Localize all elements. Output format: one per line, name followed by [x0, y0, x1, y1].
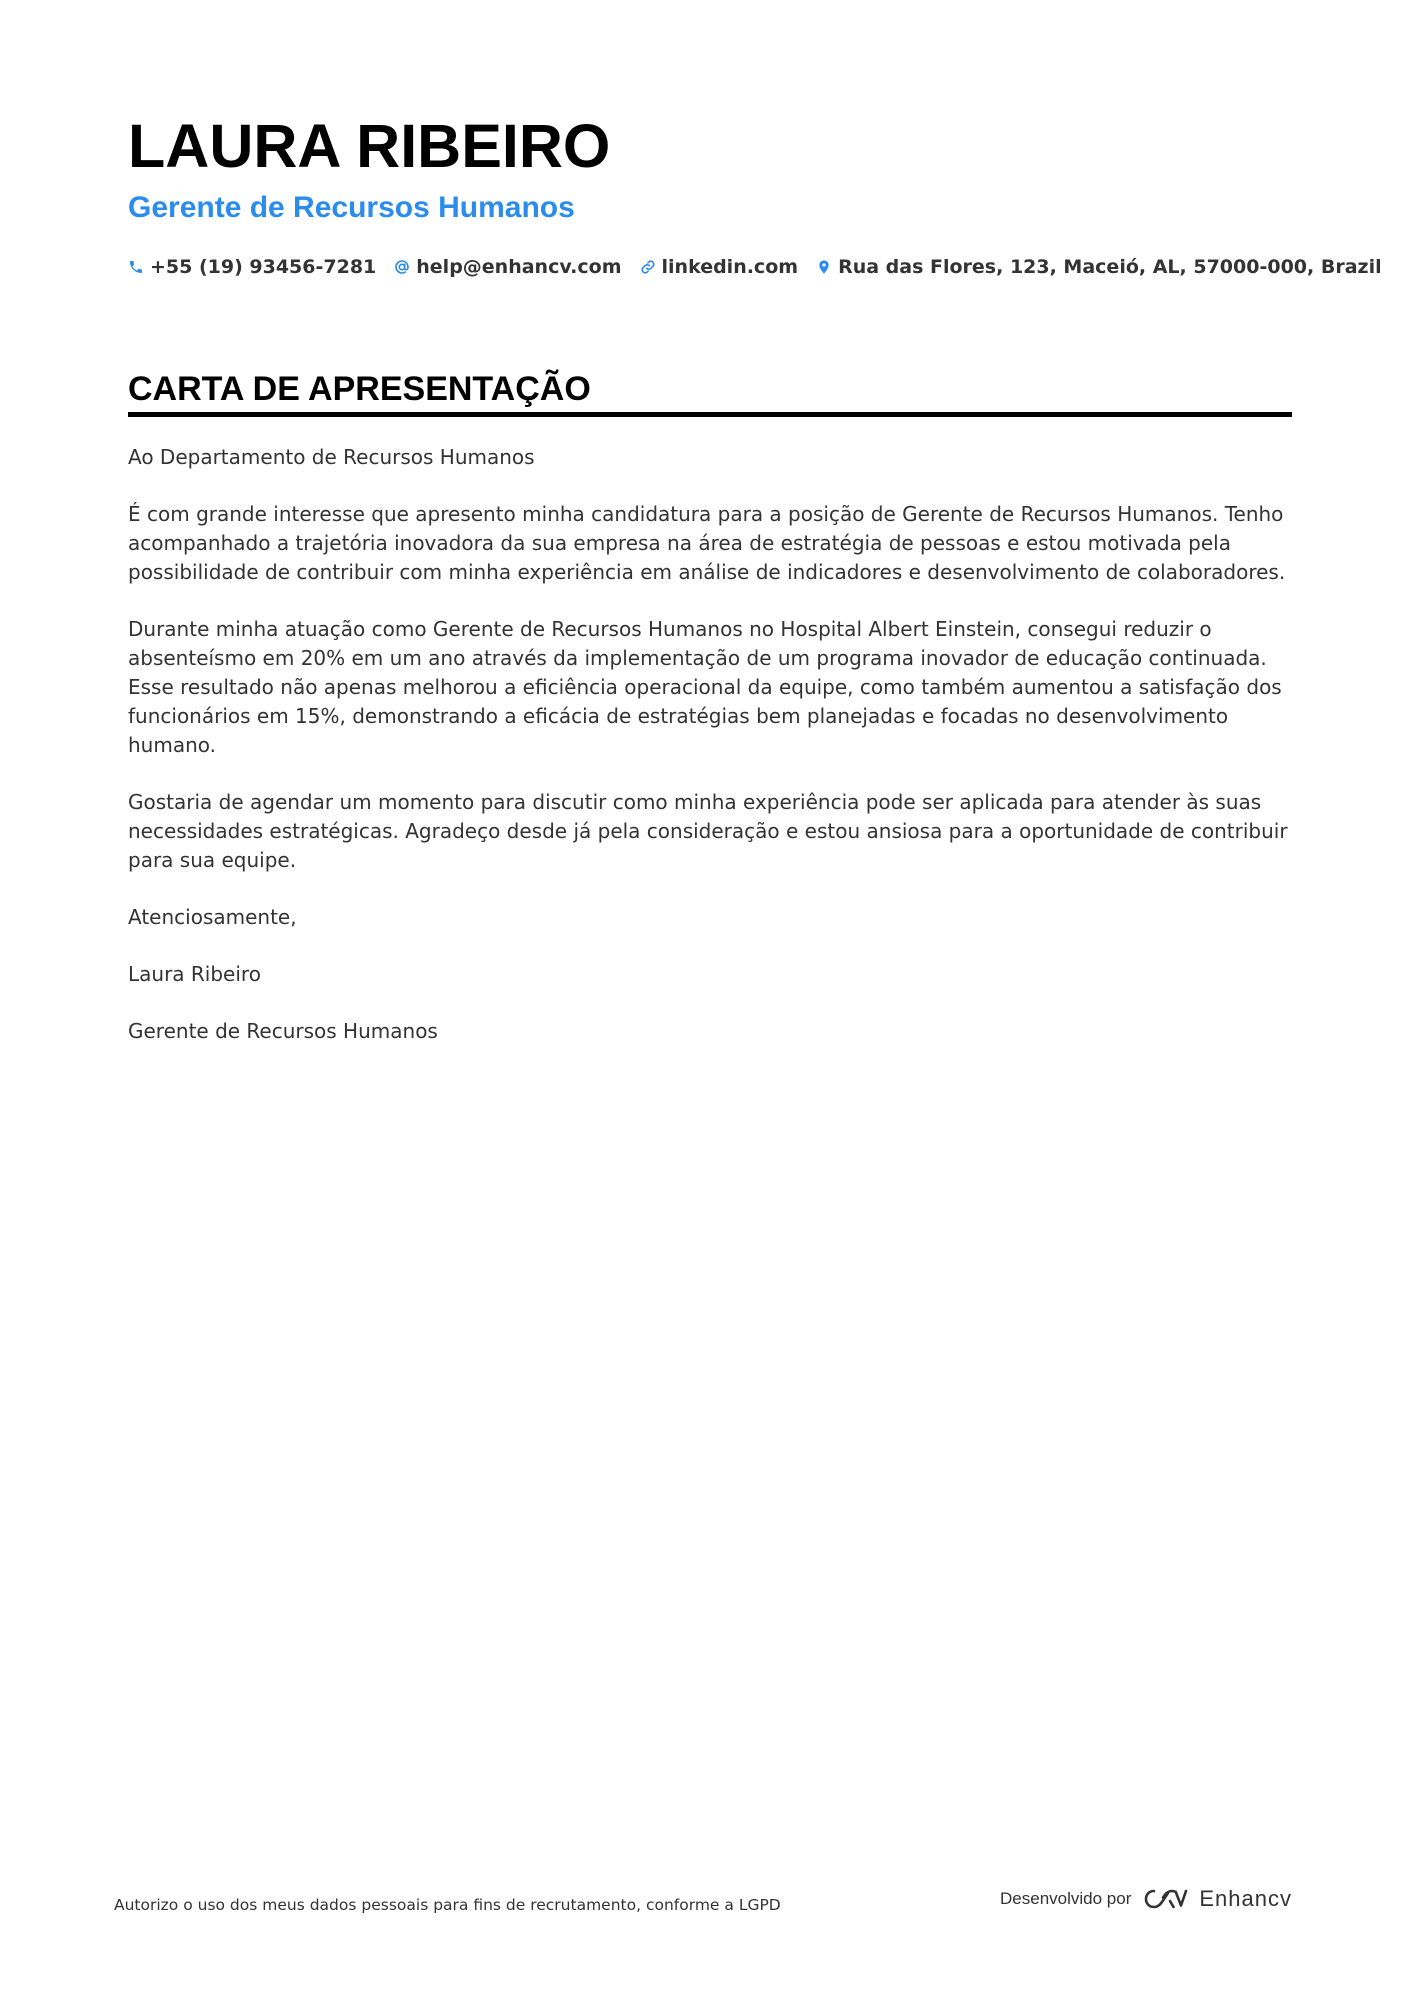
contact-phone — [128, 254, 376, 280]
map-pin-icon — [816, 259, 832, 275]
linkedin-link[interactable]: linkedin.com — [661, 256, 799, 278]
signature-name: Laura Ribeiro — [128, 962, 261, 986]
candidate-title: Gerente de Recursos Humanos — [128, 191, 575, 224]
header — [128, 108, 1382, 280]
paragraph-intro: É com grande interesse que apresento minha candidatura para a posição de Gerente de Recursos Humanos. Tenho acompanhado a trajetória inovadora da sua empresa na área de estratégia de pessoas e estou motivada pela possibilidade de contribuir com minha experiência em análise de indicadores e desenvolvimento de colaboradores. — [128, 502, 1286, 584]
signature-title: Gerente de Recursos Humanos — [128, 1019, 438, 1043]
contact-linkedin[interactable] — [640, 254, 799, 280]
phone-text: +55 (19) 93456-7281 — [150, 256, 377, 278]
letter-body — [128, 443, 1292, 1046]
section-title: CARTA DE APRESENTAÇÃO — [128, 368, 1292, 417]
contact-info — [128, 254, 1382, 280]
enhancv-brand[interactable] — [1143, 1886, 1292, 1912]
powered-by[interactable] — [1000, 1886, 1292, 1912]
link-icon — [640, 259, 656, 275]
contact-address — [816, 254, 1382, 280]
cover-letter-section — [128, 368, 1292, 1074]
at-icon — [394, 259, 410, 275]
consent-note: Autorizo o uso dos meus dados pessoais para fins de recrutamento, conforme a LGPD — [114, 1896, 781, 1914]
phone-icon — [128, 259, 144, 275]
closing: Atenciosamente, — [128, 905, 297, 929]
contact-email[interactable] — [394, 254, 621, 280]
brand-name: Enhancv — [1199, 1886, 1292, 1911]
address-text: Rua das Flores, 123, Maceió, AL, 57000-000, Brazil — [838, 256, 1382, 278]
candidate-name: LAURA RIBEIRO — [128, 112, 611, 180]
paragraph-closing: Gostaria de agendar um momento para discutir como minha experiência pode ser aplicada para atender às suas necessidades estratégicas. Agradeço desde já pela consideração e estou ansiosa para a oportunidade de contribuir para sua equipe. — [128, 790, 1288, 872]
paragraph-experience: Durante minha atuação como Gerente de Recursos Humanos no Hospital Albert Einstein, consegui reduzir o absenteísmo em 20% em um ano através da implementação de um programa inovador de educação continuada. Esse resultado não apenas melhorou a eficiência operacional da equipe, como também aumentou a satisfação dos funcionários em 15%, demonstrando a eficácia de estratégias bem planejadas e focadas no desenvolvimento humano. — [128, 617, 1282, 757]
powered-by-label: Desenvolvido por — [1000, 1889, 1132, 1908]
enhancv-logo-icon — [1143, 1887, 1189, 1911]
email-link[interactable]: help@enhancv.com — [416, 256, 622, 278]
salutation: Ao Departamento de Recursos Humanos — [128, 445, 535, 469]
